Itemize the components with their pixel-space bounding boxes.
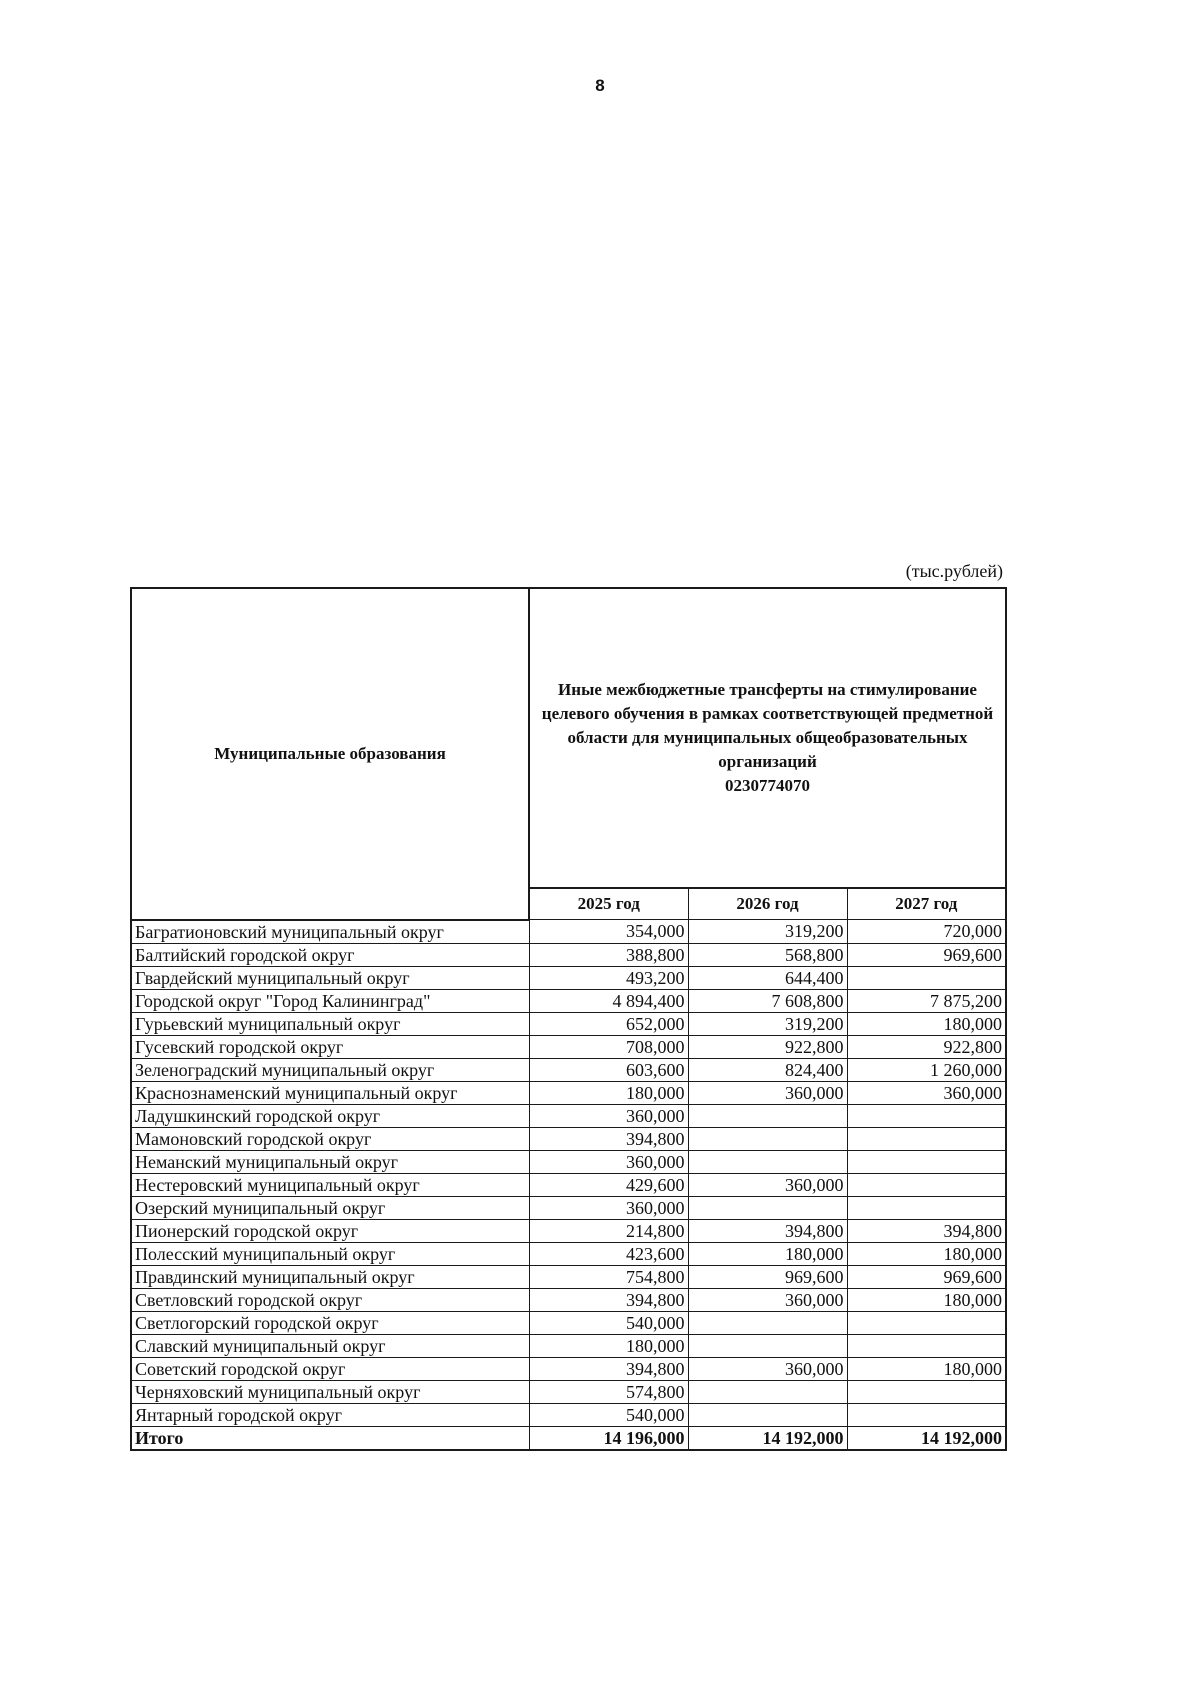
value-2027: 394,800 bbox=[847, 1219, 1006, 1242]
municipality-name: Светлогорский городской округ bbox=[131, 1311, 529, 1334]
value-2027 bbox=[847, 1173, 1006, 1196]
value-2027: 720,000 bbox=[847, 920, 1006, 944]
table-row bbox=[131, 1288, 1006, 1311]
municipality-name: Советский городской округ bbox=[131, 1357, 529, 1380]
value-2027 bbox=[847, 1380, 1006, 1403]
group-header bbox=[529, 588, 1006, 888]
municipality-name: Нестеровский муниципальный округ bbox=[131, 1173, 529, 1196]
value-2026: 319,200 bbox=[688, 1012, 847, 1035]
table-row bbox=[131, 1357, 1006, 1380]
value-2026: 360,000 bbox=[688, 1357, 847, 1380]
value-2025: 493,200 bbox=[529, 966, 688, 989]
value-2026 bbox=[688, 1196, 847, 1219]
value-2026: 568,800 bbox=[688, 943, 847, 966]
value-2025: 574,800 bbox=[529, 1380, 688, 1403]
municipality-name: Неманский муниципальный округ bbox=[131, 1150, 529, 1173]
value-2025: 429,600 bbox=[529, 1173, 688, 1196]
total-label: Итого bbox=[131, 1426, 529, 1450]
municipality-name: Светловский городской округ bbox=[131, 1288, 529, 1311]
value-2026 bbox=[688, 1380, 847, 1403]
value-2026 bbox=[688, 1403, 847, 1426]
value-2026: 7 608,800 bbox=[688, 989, 847, 1012]
transfers-table-container bbox=[130, 587, 1007, 1451]
value-2027 bbox=[847, 1311, 1006, 1334]
municipality-name: Ладушкинский городской округ bbox=[131, 1104, 529, 1127]
value-2027: 1 260,000 bbox=[847, 1058, 1006, 1081]
municipalities-header: Муниципальные образования bbox=[131, 588, 529, 920]
table-row bbox=[131, 1012, 1006, 1035]
value-2026: 922,800 bbox=[688, 1035, 847, 1058]
value-2025: 708,000 bbox=[529, 1035, 688, 1058]
value-2025: 540,000 bbox=[529, 1311, 688, 1334]
value-2025: 354,000 bbox=[529, 920, 688, 944]
value-2027: 180,000 bbox=[847, 1012, 1006, 1035]
total-2027: 14 192,000 bbox=[847, 1426, 1006, 1450]
table-row bbox=[131, 1265, 1006, 1288]
value-2025: 180,000 bbox=[529, 1334, 688, 1357]
year-header-2026: 2026 год bbox=[688, 888, 847, 920]
value-2026: 360,000 bbox=[688, 1288, 847, 1311]
municipality-name: Мамоновский городской округ bbox=[131, 1127, 529, 1150]
municipality-name: Гусевский городской округ bbox=[131, 1035, 529, 1058]
table-row bbox=[131, 1035, 1006, 1058]
table-row bbox=[131, 1334, 1006, 1357]
value-2026: 360,000 bbox=[688, 1081, 847, 1104]
table-row bbox=[131, 1104, 1006, 1127]
value-2027 bbox=[847, 1150, 1006, 1173]
value-2026: 644,400 bbox=[688, 966, 847, 989]
value-2027 bbox=[847, 1334, 1006, 1357]
value-2025: 180,000 bbox=[529, 1081, 688, 1104]
value-2025: 394,800 bbox=[529, 1288, 688, 1311]
value-2025: 214,800 bbox=[529, 1219, 688, 1242]
value-2025: 360,000 bbox=[529, 1150, 688, 1173]
value-2025: 540,000 bbox=[529, 1403, 688, 1426]
value-2027: 360,000 bbox=[847, 1081, 1006, 1104]
total-row bbox=[131, 1426, 1006, 1450]
group-title: Иные межбюджетные трансферты на стимулирование целевого обучения в рамках соответствующей предметной области для муниципальных общеобразовательных организаций bbox=[541, 680, 994, 771]
value-2026: 180,000 bbox=[688, 1242, 847, 1265]
total-2025: 14 196,000 bbox=[529, 1426, 688, 1450]
table-row bbox=[131, 966, 1006, 989]
municipality-name: Правдинский муниципальный округ bbox=[131, 1265, 529, 1288]
value-2027 bbox=[847, 1403, 1006, 1426]
table-footer bbox=[131, 1426, 1006, 1450]
value-2025: 4 894,400 bbox=[529, 989, 688, 1012]
table-body bbox=[131, 920, 1006, 1427]
table-row bbox=[131, 1242, 1006, 1265]
municipality-name: Гурьевский муниципальный округ bbox=[131, 1012, 529, 1035]
table-row bbox=[131, 1127, 1006, 1150]
table-row bbox=[131, 1403, 1006, 1426]
value-2027: 922,800 bbox=[847, 1035, 1006, 1058]
table-row bbox=[131, 920, 1006, 944]
municipality-name: Балтийский городской округ bbox=[131, 943, 529, 966]
value-2025: 388,800 bbox=[529, 943, 688, 966]
table-row bbox=[131, 1173, 1006, 1196]
value-2027: 180,000 bbox=[847, 1242, 1006, 1265]
page-number: 8 bbox=[595, 76, 605, 95]
municipality-name: Озерский муниципальный округ bbox=[131, 1196, 529, 1219]
total-2026: 14 192,000 bbox=[688, 1426, 847, 1450]
municipality-name: Багратионовский муниципальный округ bbox=[131, 920, 529, 944]
municipality-name: Славский муниципальный округ bbox=[131, 1334, 529, 1357]
group-code: 0230774070 bbox=[725, 776, 811, 795]
value-2027: 180,000 bbox=[847, 1357, 1006, 1380]
transfers-table bbox=[130, 587, 1007, 1451]
municipality-name: Полесский муниципальный округ bbox=[131, 1242, 529, 1265]
municipality-name: Краснознаменский муниципальный округ bbox=[131, 1081, 529, 1104]
value-2026 bbox=[688, 1150, 847, 1173]
value-2026: 360,000 bbox=[688, 1173, 847, 1196]
value-2027 bbox=[847, 1127, 1006, 1150]
value-2026 bbox=[688, 1311, 847, 1334]
value-2027 bbox=[847, 1104, 1006, 1127]
value-2026: 319,200 bbox=[688, 920, 847, 944]
value-2025: 423,600 bbox=[529, 1242, 688, 1265]
value-2025: 603,600 bbox=[529, 1058, 688, 1081]
value-2027 bbox=[847, 1196, 1006, 1219]
table-row bbox=[131, 1311, 1006, 1334]
value-2025: 394,800 bbox=[529, 1357, 688, 1380]
table-row bbox=[131, 943, 1006, 966]
header-row-main bbox=[131, 588, 1006, 888]
municipality-name: Зеленоградский муниципальный округ bbox=[131, 1058, 529, 1081]
value-2025: 394,800 bbox=[529, 1127, 688, 1150]
value-2025: 652,000 bbox=[529, 1012, 688, 1035]
value-2025: 360,000 bbox=[529, 1104, 688, 1127]
table-row bbox=[131, 1196, 1006, 1219]
table-row bbox=[131, 989, 1006, 1012]
value-2026 bbox=[688, 1334, 847, 1357]
year-header-2027: 2027 год bbox=[847, 888, 1006, 920]
value-2027: 969,600 bbox=[847, 943, 1006, 966]
municipality-name: Гвардейский муниципальный округ bbox=[131, 966, 529, 989]
value-2025: 754,800 bbox=[529, 1265, 688, 1288]
table-row bbox=[131, 1380, 1006, 1403]
municipality-name: Янтарный городской округ bbox=[131, 1403, 529, 1426]
value-2026: 824,400 bbox=[688, 1058, 847, 1081]
municipality-name: Черняховский муниципальный округ bbox=[131, 1380, 529, 1403]
units-label: (тыс.рублей) bbox=[905, 561, 1003, 581]
table-row bbox=[131, 1058, 1006, 1081]
year-header-2025: 2025 год bbox=[529, 888, 688, 920]
value-2027: 969,600 bbox=[847, 1265, 1006, 1288]
table-row bbox=[131, 1219, 1006, 1242]
value-2026 bbox=[688, 1104, 847, 1127]
value-2026 bbox=[688, 1127, 847, 1150]
value-2026: 969,600 bbox=[688, 1265, 847, 1288]
value-2027: 180,000 bbox=[847, 1288, 1006, 1311]
municipality-name: Пионерский городской округ bbox=[131, 1219, 529, 1242]
value-2026: 394,800 bbox=[688, 1219, 847, 1242]
municipality-name: Городской округ "Город Калининград" bbox=[131, 989, 529, 1012]
table-row bbox=[131, 1150, 1006, 1173]
table-row bbox=[131, 1081, 1006, 1104]
value-2027: 7 875,200 bbox=[847, 989, 1006, 1012]
table-header bbox=[131, 588, 1006, 920]
value-2025: 360,000 bbox=[529, 1196, 688, 1219]
value-2027 bbox=[847, 966, 1006, 989]
